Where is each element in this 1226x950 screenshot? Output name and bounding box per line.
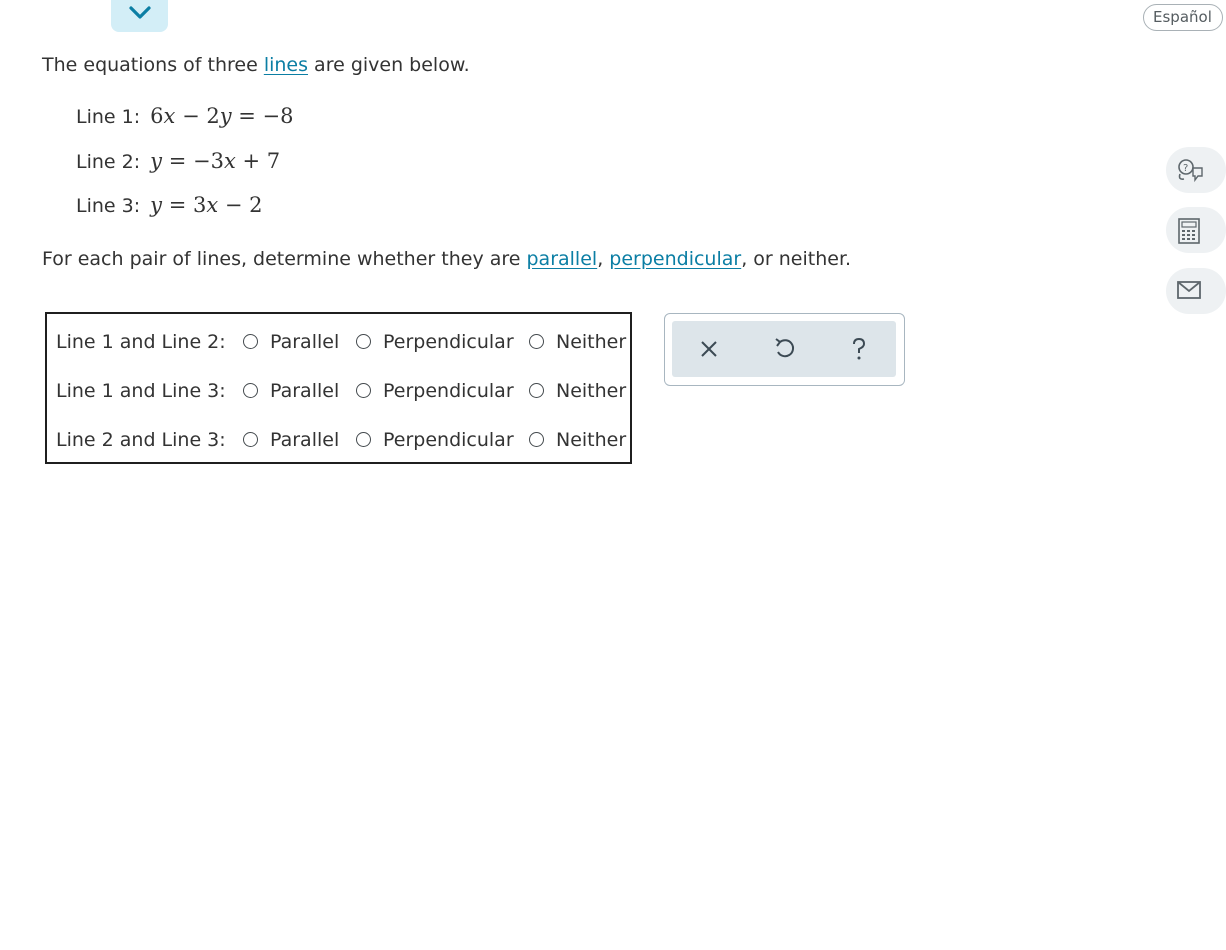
option-label: Parallel	[270, 380, 340, 402]
pair-label: Line 1 and Line 3:	[56, 380, 226, 402]
line-label: Line 1:	[76, 106, 141, 128]
radio-circle[interactable]	[529, 383, 544, 398]
pair-label: Line 1 and Line 2:	[56, 331, 226, 353]
pair-label: Line 2 and Line 3:	[56, 429, 226, 451]
radio-circle[interactable]	[243, 432, 258, 447]
problem-intro	[42, 52, 470, 78]
answer-box	[45, 312, 632, 464]
collapse-toggle-button[interactable]	[111, 0, 168, 32]
lines-vocab-link[interactable]: lines	[263, 54, 309, 76]
question-help-icon	[1176, 158, 1204, 182]
option-label: Perpendicular	[383, 429, 514, 451]
option-label: Perpendicular	[383, 380, 514, 402]
line-label: Line 2:	[76, 151, 141, 173]
radio-circle[interactable]	[356, 432, 371, 447]
option-label: Parallel	[270, 331, 340, 353]
radio-circle[interactable]	[356, 383, 371, 398]
instruction-text	[42, 246, 851, 272]
radio-circle[interactable]	[356, 334, 371, 349]
help-button[interactable]	[845, 335, 873, 363]
radio-circle[interactable]	[529, 432, 544, 447]
mail-icon	[1176, 279, 1202, 301]
parallel-vocab-link[interactable]: parallel	[526, 248, 598, 270]
line-2-equation	[76, 148, 280, 175]
intro-text-end: are given below.	[308, 54, 470, 76]
radio-circle[interactable]	[243, 334, 258, 349]
svg-text:?: ?	[1183, 163, 1189, 174]
option-label: Neither	[556, 331, 627, 353]
option-label: Neither	[556, 429, 627, 451]
close-icon	[695, 335, 723, 363]
instruction-sep: ,	[597, 248, 610, 270]
calculator-icon	[1176, 218, 1202, 244]
option-label: Perpendicular	[383, 331, 514, 353]
radio-circle[interactable]	[529, 334, 544, 349]
chevron-down-icon	[127, 5, 153, 21]
message-button[interactable]	[1166, 268, 1226, 314]
radio-circle[interactable]	[243, 383, 258, 398]
calculator-button[interactable]	[1166, 207, 1226, 253]
instruction-end: , or neither.	[741, 248, 852, 270]
undo-icon	[771, 335, 799, 363]
clear-button[interactable]	[695, 335, 723, 363]
equation: 6x − 2y = −8	[150, 104, 294, 128]
equation: y = 3x − 2	[150, 193, 263, 217]
line-3-equation	[76, 192, 263, 219]
option-label: Neither	[556, 380, 627, 402]
help-icon	[845, 335, 873, 363]
intro-text: The equations of three	[42, 54, 264, 76]
undo-button[interactable]	[771, 335, 799, 363]
answer-actions-bar	[672, 321, 896, 377]
equation: y = −3x + 7	[150, 149, 281, 173]
instruction-start: For each pair of lines, determine whether they are	[42, 248, 527, 270]
line-1-equation	[76, 103, 293, 130]
line-label: Line 3:	[76, 195, 141, 217]
option-label: Parallel	[270, 429, 340, 451]
answer-actions-panel	[664, 313, 905, 386]
language-toggle-button[interactable]: Español	[1143, 4, 1223, 31]
perpendicular-vocab-link[interactable]: perpendicular	[609, 248, 742, 270]
question-help-button[interactable]	[1166, 147, 1226, 193]
